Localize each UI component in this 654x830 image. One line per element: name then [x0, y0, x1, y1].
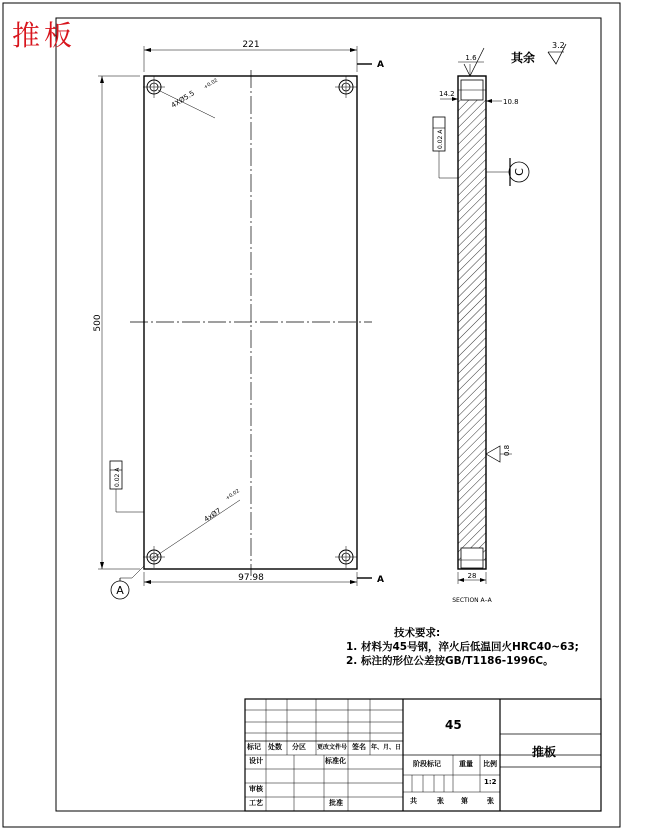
tb-sheets: 共 [410, 797, 417, 805]
hole-bottom-left [143, 546, 165, 568]
hole-callout-bottom: 4xØ7 [202, 506, 223, 524]
tb-sheet-unit: 张 [487, 797, 494, 805]
plate-outline [144, 76, 357, 569]
tb-material: 45 [445, 718, 462, 732]
tol-frame-left-text: 0.02 A [114, 467, 121, 487]
inner-border [56, 18, 601, 811]
tb-design: 设计 [249, 757, 263, 765]
tb-sheet-no: 第 [461, 797, 468, 805]
datum-c-text: C [513, 168, 526, 176]
section-label: SECTION A–A [452, 597, 492, 604]
tb-col-gengai: 更改文件号 [317, 744, 348, 751]
tb-approve: 批准 [329, 799, 343, 807]
hole-tol-top: +0.02 [202, 77, 220, 91]
dim-9798: 97.98 [238, 573, 264, 583]
tb-col-chushu: 处数 [268, 743, 282, 751]
section-mark-a-top: A [377, 60, 384, 70]
rest-label: 其余 [511, 51, 536, 65]
hole-tol-bottom: +0.02 [224, 488, 241, 502]
dim-500: 500 [93, 314, 103, 332]
notes-heading: 技术要求: [394, 627, 441, 639]
tb-sheet-of: 张 [437, 797, 444, 805]
tol-frame-right-text: 0.02 A [437, 129, 444, 149]
tb-col-date: 年、月、日 [371, 744, 402, 751]
outer-border [3, 3, 620, 827]
tb-scale: 比例 [483, 760, 497, 768]
hole-leader-bottom [150, 500, 240, 560]
tb-col-biaoji: 标记 [247, 743, 261, 751]
section-counterbore-bottom [461, 548, 483, 568]
technical-notes [346, 626, 579, 668]
tb-review: 审核 [249, 785, 263, 793]
tb-col-qianming: 签名 [352, 743, 366, 751]
tb-standardize: 标准化 [325, 757, 346, 765]
roughness-08: 0.8 [503, 444, 511, 456]
tb-col-fenqu: 分区 [292, 743, 306, 751]
hole-bottom-right [335, 546, 357, 568]
notes-line-1: 1. 材料为45号钢，淬火后低温回火HRC40~63; [346, 641, 579, 653]
rest-roughness-value: 3.2 [552, 41, 565, 50]
hole-top-right [335, 76, 357, 98]
section-view [433, 44, 566, 584]
dim-16: 1.6 [465, 54, 477, 62]
tb-scale-value: 1:2 [484, 778, 497, 786]
dim-221: 221 [242, 40, 260, 50]
dim-108: 10.8 [503, 98, 519, 106]
section-mark-a-bottom: A [377, 575, 384, 585]
tb-part-name: 推板 [532, 745, 557, 759]
hole-top-left [143, 76, 165, 98]
datum-a-text: A [116, 584, 124, 597]
tb-process: 工艺 [249, 799, 263, 807]
tb-stage-mark: 阶段标记 [413, 760, 441, 768]
dim-142: 14.2 [439, 90, 455, 98]
dim-28: 28 [467, 572, 477, 580]
front-view [98, 46, 372, 599]
section-hatch [458, 100, 486, 560]
tb-weight: 重量 [459, 760, 473, 768]
hole-callout-top: 4XØ5.5 [169, 89, 197, 110]
red-title: 推板 [12, 19, 77, 52]
notes-line-2: 2. 标注的形位公差按GB/T1186-1996C。 [346, 655, 554, 667]
